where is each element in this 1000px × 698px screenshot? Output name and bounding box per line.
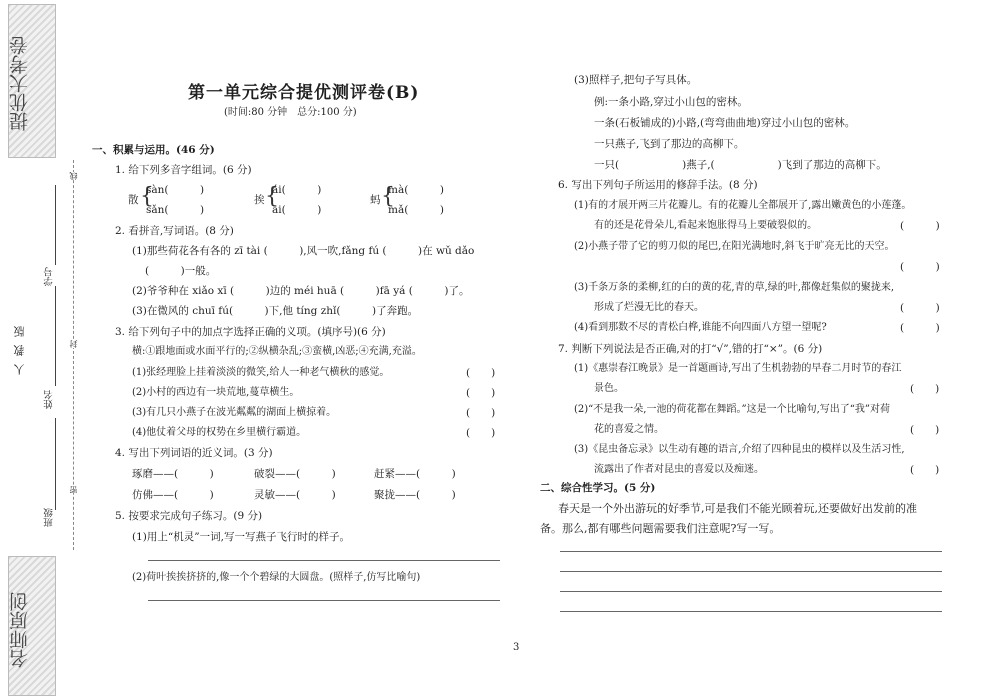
q3-options: 横:①跟地面或水面平行的;②纵横杂乱;③蛮横,凶恶;④充满,充溢。	[132, 346, 422, 357]
cut-mark-seal: 封	[69, 340, 78, 348]
q5-s1-answer-line[interactable]	[148, 560, 500, 561]
q5-3-example2: 一条(石板铺成的)小路,(弯弯曲曲地)穿过小山包的密林。	[594, 117, 856, 129]
cut-mark-line: 线	[69, 172, 78, 180]
class-write-line	[55, 418, 56, 510]
edition-label: 人教版	[13, 318, 26, 375]
q5-3-label: (3)照样子,把句子写具体。	[574, 74, 698, 86]
q4-w5: 灵敏——( )	[254, 489, 336, 501]
q7-s3-blank: ( )	[910, 464, 940, 476]
top-banner-text: 提优大考卷	[9, 36, 31, 132]
q1-g3-char: 蚂	[370, 194, 381, 206]
q7-s2a: (2)“不是我一朵,一池的荷花都在舞蹈。”这是一个比喻句,写出了“我”对荷	[574, 404, 890, 415]
q3-s4: (4)他仗着父母的权势在乡里横行霸道。	[132, 427, 307, 438]
q1-g1-b: sǎn( )	[146, 204, 205, 216]
q6-s3b: 形成了烂漫无比的春天。	[594, 302, 704, 313]
q1-g3-a: mà( )	[388, 184, 444, 196]
id-write-line	[55, 185, 56, 265]
q2-line4: (3)在微风的 chuī fú( )下,他 tíng zhǐ( )了奔跑。	[132, 305, 419, 317]
q7-s1-blank: ( )	[910, 383, 940, 395]
bottom-banner-text: 名师原创	[9, 592, 31, 668]
q1-g2-b: āi( )	[272, 204, 322, 216]
q6-s1b: 有的还是花骨朵儿,看起来饱胀得马上要破裂似的。	[594, 220, 818, 231]
q7-label: 7. 判断下列说法是否正确,对的打“√”,错的打“×”。(6 分)	[558, 343, 823, 355]
q7-s2b: 花的喜爱之情。	[594, 424, 664, 435]
q6-s4-blank: ( )	[900, 322, 940, 334]
class-label: 班级	[44, 508, 55, 527]
q5-s2-answer-line[interactable]	[148, 600, 500, 601]
q3-label: 3. 给下列句子中的加点字选择正确的义项。(填序号)(6 分)	[115, 326, 386, 338]
q6-s1a: (1)有的才展开两三片花瓣儿。有的花瓣儿全都展开了,露出嫩黄色的小莲蓬。	[574, 200, 912, 211]
q2-label: 2. 看拼音,写词语。(8 分)	[115, 225, 234, 237]
section2-answer-line-4[interactable]	[560, 611, 942, 612]
q1-g2-char: 挨	[254, 194, 265, 206]
q1-g1-brace: {	[140, 184, 154, 209]
q6-s3a: (3)千条万条的柔柳,红的白的黄的花,青的草,绿的叶,都像赶集似的聚拢来,	[574, 282, 895, 293]
section2-para1: 春天是一个外出游玩的好季节,可是我们不能光顾着玩,还要做好出发前的准	[558, 502, 917, 515]
q1-g3-brace: {	[381, 184, 395, 209]
q6-s3-blank: ( )	[900, 302, 940, 314]
q5-label: 5. 按要求完成句子练习。(9 分)	[115, 510, 263, 522]
q4-w3: 赶紧——( )	[374, 468, 456, 480]
section2-heading: 二、综合性学习。(5 分)	[540, 482, 656, 494]
q4-w6: 聚拢——( )	[374, 489, 456, 501]
q2-line2: ( )一般。	[145, 265, 217, 277]
q6-label: 6. 写出下列句子所运用的修辞手法。(8 分)	[558, 179, 758, 191]
section1-heading: 一、积累与运用。(46 分)	[92, 144, 215, 156]
q7-s3b: 流露出了作者对昆虫的喜爱以及痴迷。	[594, 464, 764, 475]
page-subtitle: (时间:80 分钟 总分:100 分)	[224, 107, 357, 118]
bottom-banner-strip	[8, 556, 56, 696]
q1-g1-a: sàn( )	[146, 184, 205, 196]
q3-s1: (1)张经理脸上挂着淡淡的微笑,给人一种老气横秋的感觉。	[132, 367, 390, 378]
q4-w1: 琢磨——( )	[132, 468, 214, 480]
q4-w2: 破裂——( )	[254, 468, 336, 480]
q5-3-fill: 一只( )燕子,( )飞到了那边的高柳下。	[594, 159, 887, 171]
q1-g3-b: mǎ( )	[388, 204, 444, 216]
q3-s1-blank: ( )	[466, 367, 496, 379]
q6-s2-blank: ( )	[900, 261, 940, 273]
page-title: 第一单元综合提优测评卷(B)	[188, 83, 420, 103]
top-banner-strip	[8, 4, 56, 158]
q1-g2-brace: {	[265, 184, 279, 209]
q7-s1a: (1)《惠崇春江晚景》是一首题画诗,写出了生机勃勃的早春二月时节的春江	[574, 363, 902, 374]
q6-s2: (2)小燕子带了它的剪刀似的尾巴,在阳光满地时,斜飞于旷亮无比的天空。	[574, 241, 895, 252]
section2-answer-line-1[interactable]	[560, 551, 942, 552]
q2-line1: (1)那些荷花各有各的 zī tài ( ),风一吹,fǎng fú ( )在 wǔ dǎo	[132, 245, 475, 257]
q1-g1-char: 散	[128, 194, 139, 206]
q5-3-task: 一只燕子,飞到了那边的高柳下。	[594, 138, 745, 150]
q2-line3: (2)爷爷种在 xiǎo xī ( )边的 méi huā ( )fā yá ( )了。	[132, 285, 470, 297]
section2-answer-line-3[interactable]	[560, 591, 942, 592]
section2-para2: 备。那么,都有哪些问题需要我们注意呢?写一写。	[540, 522, 781, 535]
page-number: 3	[513, 642, 520, 653]
q4-w4: 仿佛——( )	[132, 489, 214, 501]
q3-s2-blank: ( )	[466, 387, 496, 399]
q3-s2: (2)小村的西边有一块荒地,蔓草横生。	[132, 387, 300, 398]
q6-s4: (4)看到那数不尽的青松白桦,谁能不向四面八方望一望呢?	[574, 322, 827, 333]
q7-s1b: 景色。	[594, 383, 624, 394]
q5-s1: (1)用上“机灵”一词,写一写燕子飞行时的样子。	[132, 531, 350, 543]
q3-s3: (3)有几只小燕子在波光粼粼的湖面上横掠着。	[132, 407, 337, 418]
q5-s2: (2)荷叶挨挨挤挤的,像一个个碧绿的大圆盘。(照样子,仿写比喻句)	[132, 572, 421, 583]
q1-g2-a: ái( )	[272, 184, 322, 196]
cut-mark-secret: 密	[69, 486, 78, 494]
q7-s2-blank: ( )	[910, 424, 940, 436]
q6-s1-blank: ( )	[900, 220, 940, 232]
q3-s3-blank: ( )	[466, 407, 496, 419]
name-write-line	[55, 286, 56, 386]
name-label: 姓名	[44, 390, 55, 409]
q3-s4-blank: ( )	[466, 427, 496, 439]
q4-label: 4. 写出下列词语的近义词。(3 分)	[115, 447, 273, 459]
id-label: 学号	[44, 267, 55, 286]
q5-3-example1: 例:一条小路,穿过小山包的密林。	[594, 96, 748, 108]
q1-label: 1. 给下列多音字组词。(6 分)	[115, 164, 252, 176]
section2-answer-line-2[interactable]	[560, 571, 942, 572]
q7-s3a: (3)《昆虫备忘录》以生动有趣的语言,介绍了四种昆虫的模样以及生活习性,	[574, 444, 905, 455]
